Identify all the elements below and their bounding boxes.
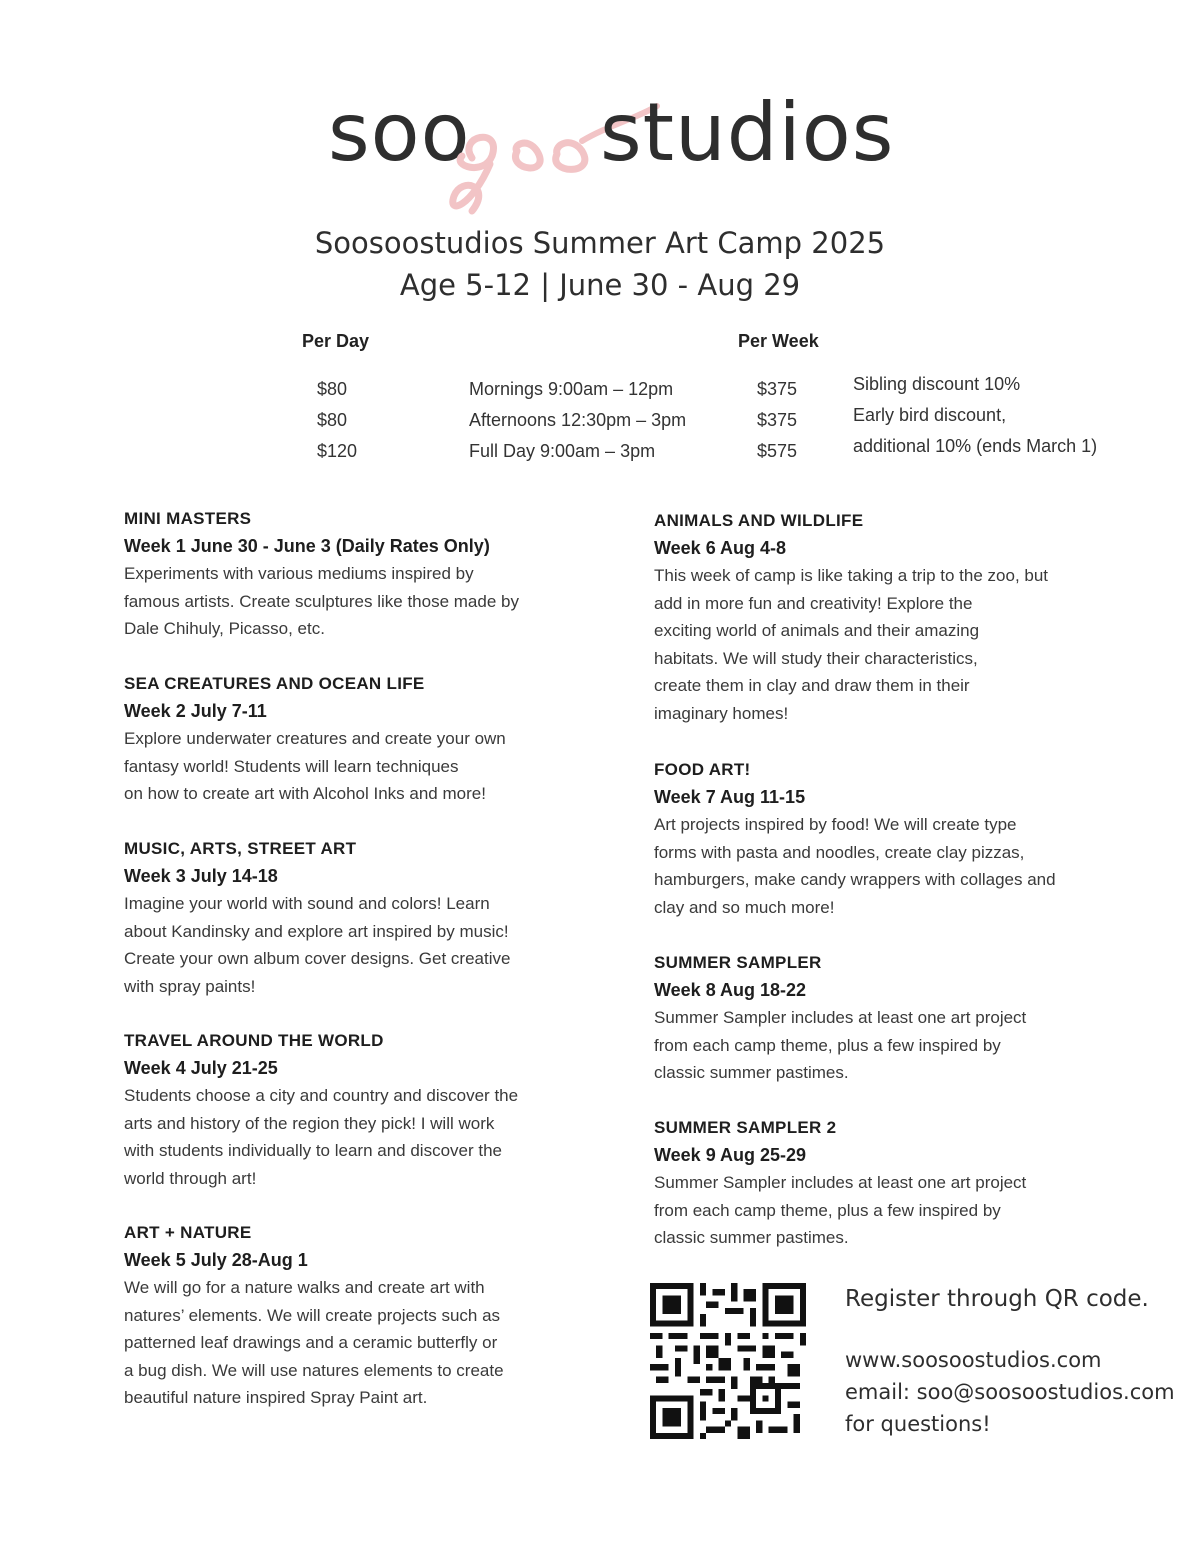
- week-description-line: Students choose a city and country and discover the: [124, 1086, 519, 1105]
- discount-sibling: Sibling discount 10%: [853, 374, 1021, 394]
- week-description-line: create them in clay and draw them in their: [654, 676, 970, 695]
- day-price-1: $80: [317, 379, 348, 399]
- week-description-line: from each camp theme, plus a few inspired by: [654, 1200, 1001, 1220]
- week-description-line: forms with pasta and noodles, create clay pizzas,: [654, 842, 1025, 862]
- week-title: ANIMALS AND WILDLIFE: [654, 511, 864, 530]
- week-block-2: [124, 670, 564, 808]
- logo: [0, 78, 1200, 218]
- per-week-label: Per Week: [738, 331, 819, 351]
- week-description-line: beautiful nature inspired Spray Paint art.: [124, 1388, 428, 1407]
- week-title: TRAVEL AROUND THE WORLD: [124, 1031, 384, 1050]
- per-day-label: Per Day: [302, 331, 370, 351]
- camp-title: Soosoostudios Summer Art Camp 2025: [314, 226, 886, 260]
- week-description-line: a bug dish. We will use natures elements to create: [124, 1360, 504, 1380]
- week-description-line: Explore underwater creatures and create your own: [124, 729, 506, 748]
- week-dates: Week 7 Aug 11-15: [654, 787, 806, 807]
- week-description-line: exciting world of animals and their amazing: [654, 621, 980, 640]
- week-description-line: Summer Sampler includes at least one art project: [654, 1008, 1027, 1027]
- week-description-line: habitats. We will study their characteristics,: [654, 648, 978, 668]
- week-block-1: [124, 505, 564, 643]
- week-dates: Week 5 July 28-Aug 1: [124, 1250, 308, 1270]
- week-title: MUSIC, ARTS, STREET ART: [124, 839, 357, 858]
- week-title: ART + NATURE: [124, 1223, 252, 1242]
- discount-early-bird: Early bird discount,: [853, 405, 1007, 425]
- camp-subtitle: Age 5-12 | June 30 - Aug 29: [399, 268, 801, 302]
- website-link[interactable]: www.soosoostudios.com: [845, 1348, 1102, 1372]
- week-description-line: famous artists. Create sculptures like those made by: [124, 591, 519, 611]
- week-description-line: Create your own album cover designs. Get creative: [124, 949, 511, 968]
- week-block-9: [654, 1114, 1094, 1252]
- week-price-2: $375: [757, 410, 798, 430]
- week-dates: Week 4 July 21-25: [124, 1058, 278, 1078]
- week-block-6: [654, 507, 1094, 727]
- week-block-3: [124, 835, 564, 1000]
- session-3: Full Day 9:00am – 3pm: [469, 441, 656, 461]
- week-description-line: Experiments with various mediums inspired by: [124, 564, 474, 583]
- day-price-2: $80: [317, 410, 348, 430]
- week-block-5: [124, 1219, 564, 1412]
- qr-code-icon[interactable]: [650, 1283, 806, 1439]
- week-price-3: $575: [757, 441, 798, 461]
- discount-early-bird-detail: additional 10% (ends March 1): [853, 436, 1098, 456]
- week-description-line: add in more fun and creativity! Explore the: [654, 593, 973, 613]
- week-description-line: with spray paints!: [124, 976, 256, 996]
- week-description-line: classic summer pastimes.: [654, 1228, 849, 1247]
- week-dates: Week 1 June 30 - June 3 (Daily Rates Only): [124, 536, 490, 556]
- week-description-line: with students individually to learn and discover the: [124, 1141, 502, 1160]
- week-block-4: [124, 1027, 564, 1192]
- week-description-line: We will go for a nature walks and create art with: [124, 1278, 485, 1297]
- week-description-line: Summer Sampler includes at least one art project: [654, 1173, 1027, 1192]
- register-instructions: Register through QR code.: [845, 1286, 1149, 1312]
- week-description-line: Dale Chihuly, Picasso, etc.: [124, 619, 325, 638]
- week-description-line: on how to create art with Alcohol Inks and more!: [124, 784, 486, 803]
- week-title: SEA CREATURES AND OCEAN LIFE: [124, 674, 425, 693]
- week-description-line: classic summer pastimes.: [654, 1063, 849, 1082]
- week-title: SUMMER SAMPLER: [654, 953, 822, 972]
- logo-right-text: studios: [600, 86, 895, 179]
- week-description-line: world through art!: [124, 1168, 257, 1188]
- week-dates: Week 8 Aug 18-22: [654, 980, 807, 1000]
- week-title: SUMMER SAMPLER 2: [654, 1118, 837, 1137]
- email-link[interactable]: email: soo@soosoostudios.com: [845, 1380, 1175, 1404]
- week-description-line: from each camp theme, plus a few inspired by: [654, 1035, 1001, 1055]
- week-dates: Week 3 July 14-18: [124, 866, 278, 886]
- session-1: Mornings 9:00am – 12pm: [469, 379, 674, 399]
- logo-left-text: soo: [328, 86, 471, 179]
- week-description-line: fantasy world! Students will learn techniques: [124, 756, 459, 776]
- week-title: MINI MASTERS: [124, 509, 252, 528]
- week-title: FOOD ART!: [654, 760, 751, 779]
- week-description-line: hamburgers, make candy wrappers with collages and: [654, 870, 1056, 889]
- week-description-line: imaginary homes!: [654, 703, 789, 723]
- session-2: Afternoons 12:30pm – 3pm: [469, 410, 687, 430]
- week-description-line: clay and so much more!: [654, 897, 835, 917]
- week-description-line: natures’ elements. We will create projects such as: [124, 1305, 501, 1325]
- week-dates: Week 9 Aug 25-29: [654, 1145, 807, 1165]
- week-description-line: This week of camp is like taking a trip to the zoo, but: [654, 566, 1049, 585]
- questions-text: for questions!: [845, 1412, 991, 1436]
- week-description-line: arts and history of the region they pick! I will work: [124, 1113, 495, 1133]
- week-block-8: [654, 949, 1094, 1087]
- day-price-3: $120: [317, 441, 358, 461]
- week-dates: Week 6 Aug 4-8: [654, 538, 787, 558]
- week-description-line: patterned leaf drawings and a ceramic butterfly or: [124, 1333, 498, 1352]
- week-description-line: Art projects inspired by food! We will create type: [654, 815, 1017, 834]
- week-price-1: $375: [757, 379, 798, 399]
- week-description-line: Imagine your world with sound and colors! Learn: [124, 894, 490, 913]
- week-dates: Week 2 July 7-11: [124, 701, 267, 721]
- week-block-7: [654, 756, 1094, 921]
- week-description-line: about Kandinsky and explore art inspired by music!: [124, 921, 509, 941]
